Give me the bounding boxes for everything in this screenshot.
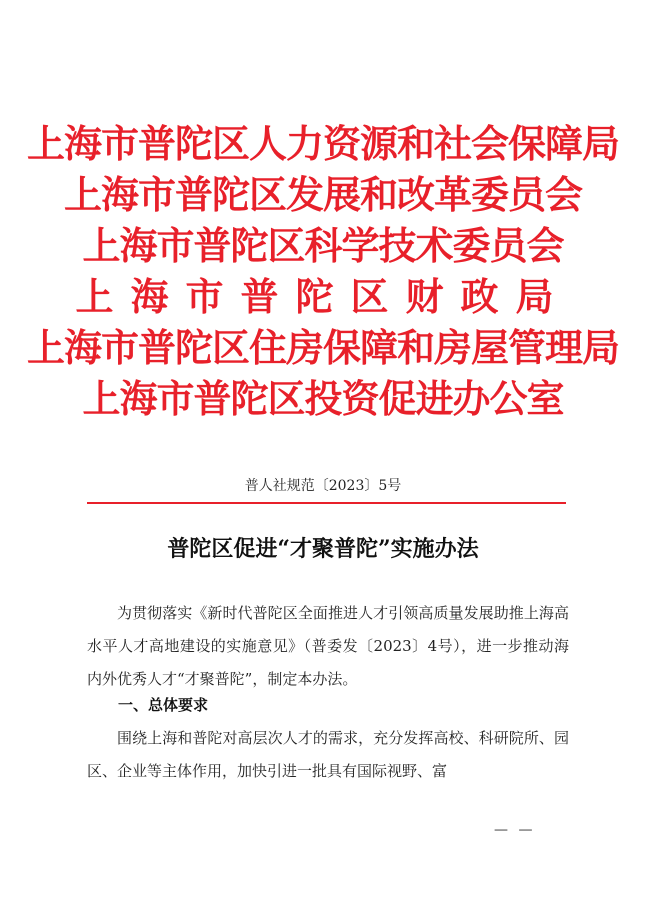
issuer-development-reform-commission: 上海市普陀区发展和改革委员会: [63, 173, 582, 217]
issuer-hrss-bureau: 上海市普陀区人力资源和社会保障局: [26, 122, 619, 166]
issuer-finance-bureau: 上海市普陀区财政局: [75, 275, 571, 319]
intro-paragraph: 为贯彻落实《新时代普陀区全面推进人才引领高质量发展助推上海高水平人才高地建设的实施意见》（普委发〔2023〕4号），进一步推动海内外优秀人才“才聚普陀”，制定本办法。: [87, 604, 569, 688]
issuer-housing-bureau: 上海市普陀区住房保障和房屋管理局: [26, 326, 619, 370]
document-title: 普陀区促进“才聚普陀”实施办法: [167, 536, 479, 562]
section-heading: 一、总体要求: [118, 696, 209, 714]
section-paragraph: 围绕上海和普陀对高层次人才的需求，充分发挥高校、科研院所、园区、企业等主体作用，加快引进一批具有国际视野、富: [87, 729, 569, 780]
issuer-investment-promotion-office: 上海市普陀区投资促进办公室: [82, 377, 564, 421]
page-number-mark: — —: [494, 822, 536, 838]
document-number: 普人社规范〔2023〕5号: [244, 478, 402, 494]
issuer-science-technology-commission: 上海市普陀区科学技术委员会: [82, 224, 564, 268]
issuing-authorities: [0, 118, 646, 424]
red-divider-line: [87, 502, 566, 504]
